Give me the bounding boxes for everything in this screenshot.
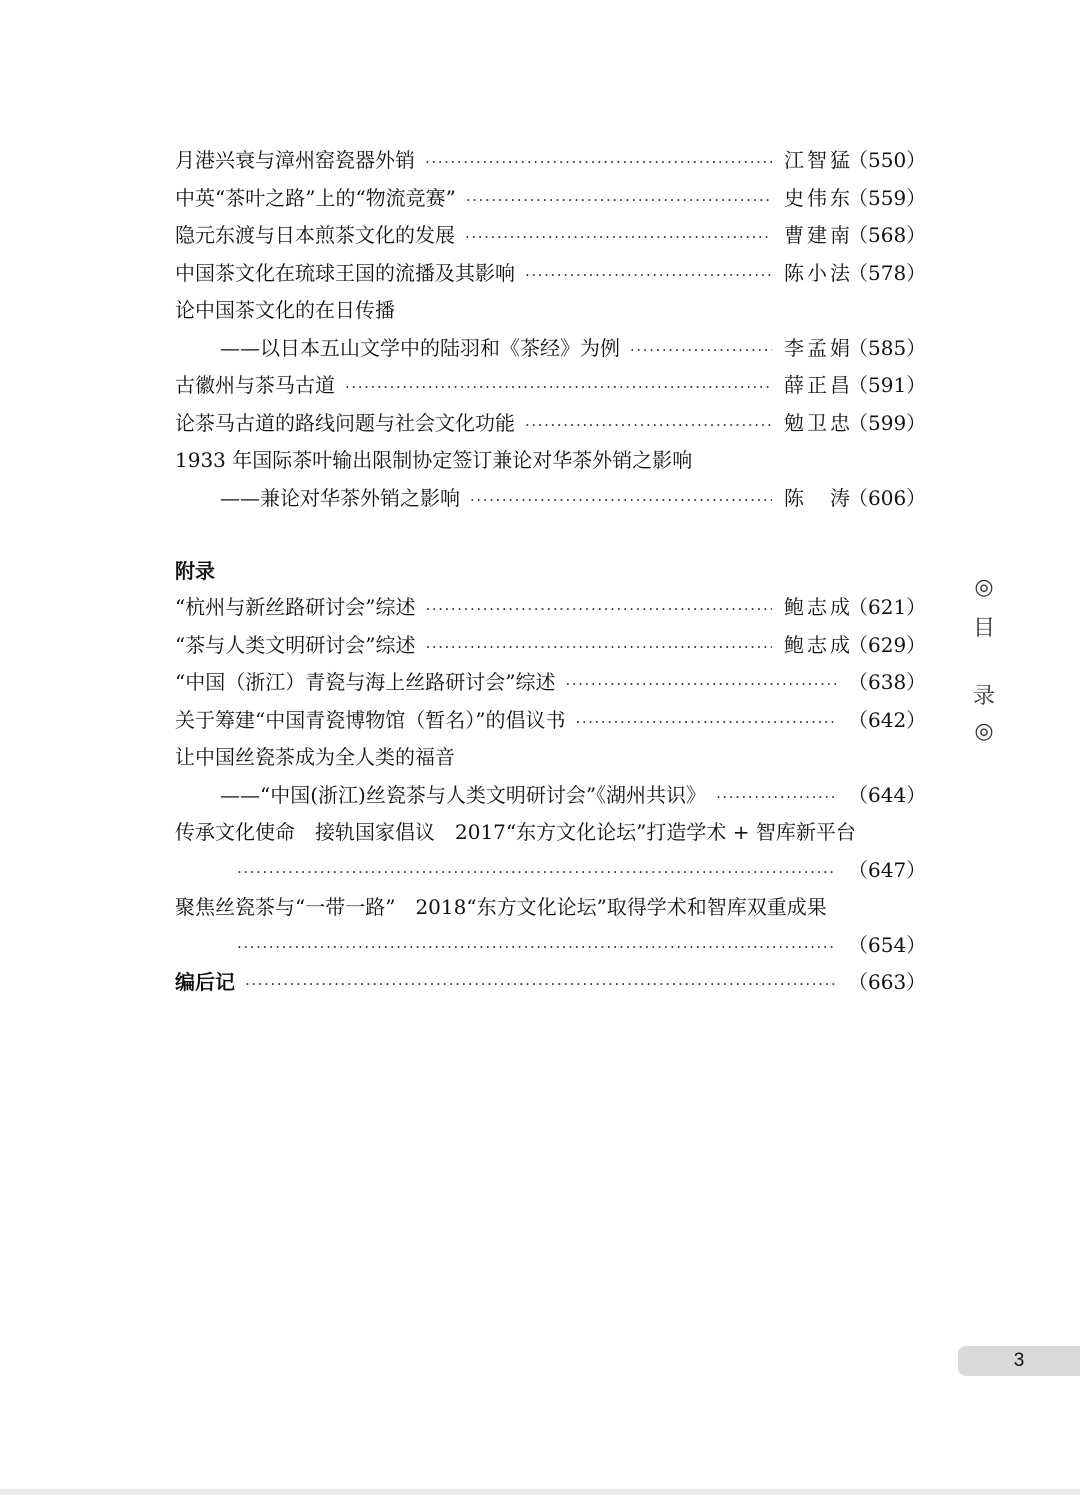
dot-leader [525,407,772,445]
toc-entry-subtitle[interactable] [175,777,927,815]
entry-page: （638） [848,670,927,694]
toc-entry[interactable] [175,627,927,665]
entry-title: 月港兴衰与漳州窑瓷器外销 [175,148,415,172]
toc-entry[interactable] [175,442,910,480]
toc-entry[interactable] [175,739,910,777]
toc-entry[interactable] [175,664,927,702]
dot-leader [465,219,772,257]
entry-page: （621） [848,595,927,619]
section-side-label [970,575,998,744]
toc-entry-subtitle[interactable] [175,330,927,368]
entry-title: 古徽州与茶马古道 [175,373,335,397]
toc-entry[interactable] [175,142,927,180]
dot-leader [470,482,772,520]
dot-leader [237,929,836,967]
circle-ornament-icon: ◎ [974,575,994,600]
entry-page: （663） [848,970,927,994]
circle-ornament-icon: ◎ [974,719,994,744]
entry-title: 中国茶文化在琉球王国的流播及其影响 [175,260,515,285]
entry-author: 鲍志成 [784,595,853,619]
entry-title: 传承文化使命 接轨国家倡议 2017“东方文化论坛”打造学术 + 智库新平台 [175,820,856,844]
toc-entry-afterword[interactable] [175,964,927,1002]
toc-entry[interactable] [175,255,927,293]
toc-entry[interactable] [175,889,910,927]
toc-entry[interactable] [175,589,927,627]
side-label-char: 录 [972,684,995,709]
entry-page: （642） [848,707,927,732]
entry-author: 勉卫忠 [784,410,853,435]
entry-title: 隐元东渡与日本煎茶文化的发展 [175,223,455,247]
entry-page: （647） [848,857,927,882]
entry-author: 曹建南 [784,223,853,247]
dot-leader [466,182,772,220]
toc-entry-leader[interactable] [175,852,927,890]
dot-leader [525,257,772,295]
entry-author: 鲍志成 [784,632,853,657]
dot-leader [565,666,836,704]
dot-leader [425,591,772,629]
entry-title: 聚焦丝瓷茶与“一带一路” 2018“东方文化论坛”取得学术和智库双重成果 [175,895,827,919]
entry-title: “中国（浙江）青瓷与海上丝路研讨会”综述 [175,670,556,694]
toc-entry[interactable] [175,702,927,740]
toc-entry[interactable] [175,217,927,255]
appendix-heading: 附录 [175,559,215,583]
entry-author: 薛正昌 [784,373,853,397]
entry-page: （585） [848,335,927,360]
toc-entry[interactable] [175,814,910,852]
toc-entry[interactable] [175,180,927,218]
dot-leader [245,966,836,1004]
bottom-divider [0,1489,1080,1495]
toc-entry[interactable] [175,367,927,405]
table-of-contents [175,142,927,1002]
entry-subtitle: ——兼论对华茶外销之影响 [220,485,460,510]
dot-leader [575,704,836,742]
entry-page: （591） [848,373,927,397]
toc-entry-leader[interactable] [175,927,927,965]
entry-page: （550） [848,148,927,172]
entry-author: 李孟娟 [784,335,853,360]
entry-page: （568） [848,223,927,247]
entry-subtitle: ——“中国(浙江)丝瓷茶与人类文明研讨会”《湖州共识》 [220,782,707,807]
entry-page: （644） [848,782,927,807]
entry-title: 论茶马古道的路线问题与社会文化功能 [175,410,515,435]
toc-entry[interactable] [175,292,910,330]
dot-leader [716,779,836,817]
dot-leader [425,144,772,182]
entry-author: 史伟东 [784,185,853,210]
entry-title: 编后记 [175,970,235,994]
entry-author: 陈小法 [784,260,853,285]
entry-page: （606） [848,485,927,510]
entry-author: 江智猛 [784,148,853,172]
toc-entry[interactable] [175,405,927,443]
dot-leader [345,369,772,407]
entry-title: 关于筹建“中国青瓷博物馆（暂名）”的倡议书 [175,707,566,732]
entry-page: （578） [848,260,927,285]
entry-title: 1933 年国际茶叶输出限制协定签订兼论对华茶外销之影响 [175,448,693,472]
entry-author: 陈 涛 [784,485,853,510]
entry-title: 让中国丝瓷茶成为全人类的福音 [175,745,455,769]
dot-leader [237,854,836,892]
entry-page: （654） [848,932,927,957]
dot-leader [425,629,772,667]
entry-page: （559） [848,185,927,210]
entry-page: （629） [848,632,927,657]
toc-entry-subtitle[interactable] [175,480,927,518]
side-label-char: 目 [972,616,995,641]
page-number: 3 [958,1346,1080,1376]
entry-title: 论中国茶文化的在日传播 [175,298,395,322]
entry-title: “杭州与新丝路研讨会”综述 [175,595,416,619]
entry-page: （599） [848,410,927,435]
dot-leader [630,332,772,370]
entry-title: “茶与人类文明研讨会”综述 [175,632,416,657]
entry-title: 中英“茶叶之路”上的“物流竞赛” [175,185,456,210]
entry-subtitle: ——以日本五山文学中的陆羽和《茶经》为例 [220,335,620,360]
